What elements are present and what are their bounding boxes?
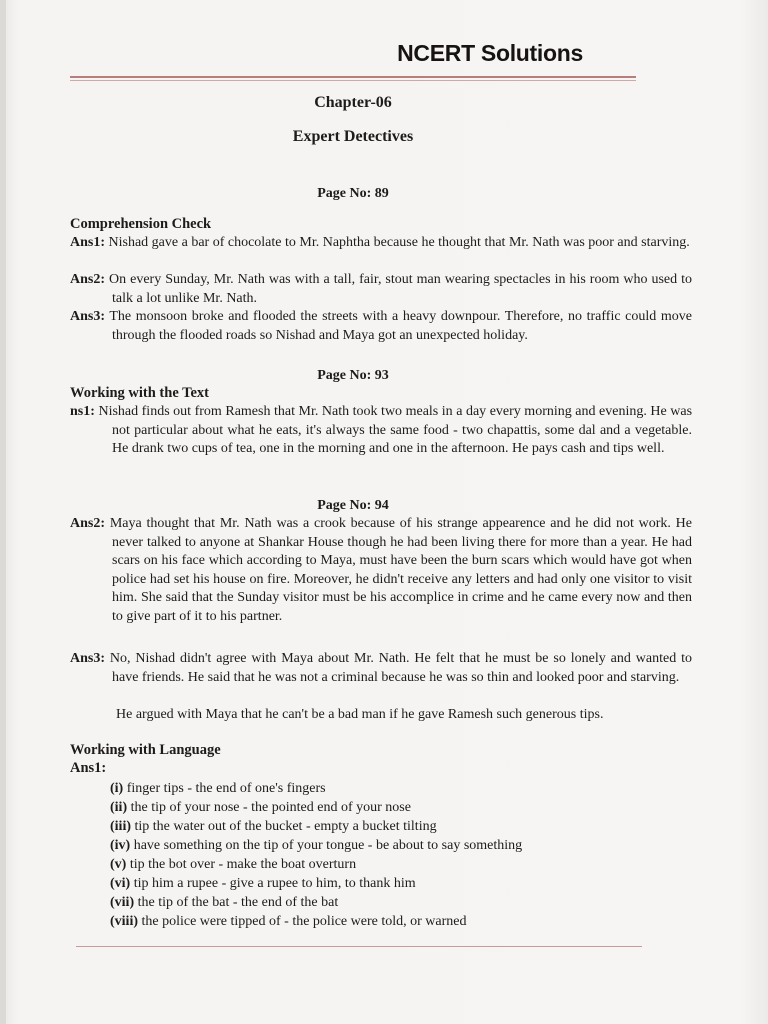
answer-label: Ans3: xyxy=(70,651,106,666)
page-number-94: Page No: 94 xyxy=(317,498,389,513)
answer-text: Nishad finds out from Ramesh that Mr. Nath took two meals in a day every morning and evening. He was not particular about what he eats, it's always the same food - two chapattis, some dal and a vegetable. He drank two cups of tea, one in the morning and one in the afternoon. He pays cash and tips well. xyxy=(98,404,693,456)
section-comprehension-check: Comprehension Check xyxy=(70,216,212,232)
header-rule xyxy=(70,76,636,78)
list-item: (iv) have something on the tip of your tongue - be about to say something xyxy=(110,838,523,853)
list-item: (v) tip the bot over - make the boat overturn xyxy=(110,857,357,872)
text-answer-2 xyxy=(70,515,692,626)
header-title: NCERT Solutions xyxy=(397,40,583,66)
text-answer-3-extra: He argued with Maya that he can't be a bad man if he gave Ramesh such generous tips. xyxy=(116,707,604,722)
answer-text: Maya thought that Mr. Nath was a crook because of his strange appearence and he did not work. He never talked to anyone at Shankar House though he had been living there for more than a year. He had scars on his face which according to Maya, must have been the burn scars which would have got when police had set his house on fire. Moreover, he didn't receive any letters and had only one visitor to visit him. She said that the Sunday visitor must be his accomplice in crime and he came every now and then to give part of it to his partner. xyxy=(109,516,693,624)
section-working-with-language: Working with Language xyxy=(70,742,221,758)
text-answer-1 xyxy=(70,403,692,459)
comprehension-answer-1 xyxy=(70,234,692,253)
page-edge-shadow xyxy=(0,0,6,1024)
list-item: (vii) the tip of the bat - the end of the bat xyxy=(110,895,339,910)
comprehension-answer-2 xyxy=(70,271,692,308)
answer-text: No, Nishad didn't agree with Maya about Mr. Nath. He felt that he must be so lonely and wanted to have friends. He said that he was not a criminal because he was so thin and looked poor and starving. xyxy=(109,651,692,685)
list-item: (iii) tip the water out of the bucket - empty a bucket tilting xyxy=(110,819,437,834)
header-rule-thin xyxy=(70,80,636,81)
comprehension-answer-3 xyxy=(70,308,692,345)
answer-label: Ans2: xyxy=(70,272,106,287)
language-answer-1-label: Ans1: xyxy=(70,760,107,776)
answer-label: Ans2: xyxy=(70,516,106,531)
answer-label: Ans3: xyxy=(70,309,106,324)
page-number-89: Page No: 89 xyxy=(317,186,389,201)
answer-text: Nishad gave a bar of chocolate to Mr. Naphtha because he thought that Mr. Nath was poor and starving. xyxy=(108,235,690,250)
answer-text: The monsoon broke and flooded the streets with a heavy downpour. Therefore, no traffic could move through the flooded roads so Nishad and Maya got an unexpected holiday. xyxy=(109,309,692,343)
page-number-93: Page No: 93 xyxy=(317,368,389,383)
chapter-number: Chapter-06 xyxy=(314,94,392,111)
list-item: (i) finger tips - the end of one's fingers xyxy=(110,781,326,796)
text-answer-3 xyxy=(70,650,692,687)
list-item: (viii) the police were tipped of - the police were told, or warned xyxy=(110,914,467,929)
footer-rule xyxy=(76,946,642,947)
answer-label: Ans1: xyxy=(70,235,106,250)
list-item: (vi) tip him a rupee - give a rupee to him, to thank him xyxy=(110,876,416,891)
chapter-title: Expert Detectives xyxy=(292,128,414,145)
answer-label: ns1: xyxy=(70,404,95,419)
list-item: (ii) the tip of your nose - the pointed end of your nose xyxy=(110,800,411,815)
answer-text: On every Sunday, Mr. Nath was with a tall, fair, stout man wearing spectacles in his room who used to talk a lot unlike Mr. Nath. xyxy=(109,272,693,306)
section-working-with-text: Working with the Text xyxy=(70,385,209,401)
